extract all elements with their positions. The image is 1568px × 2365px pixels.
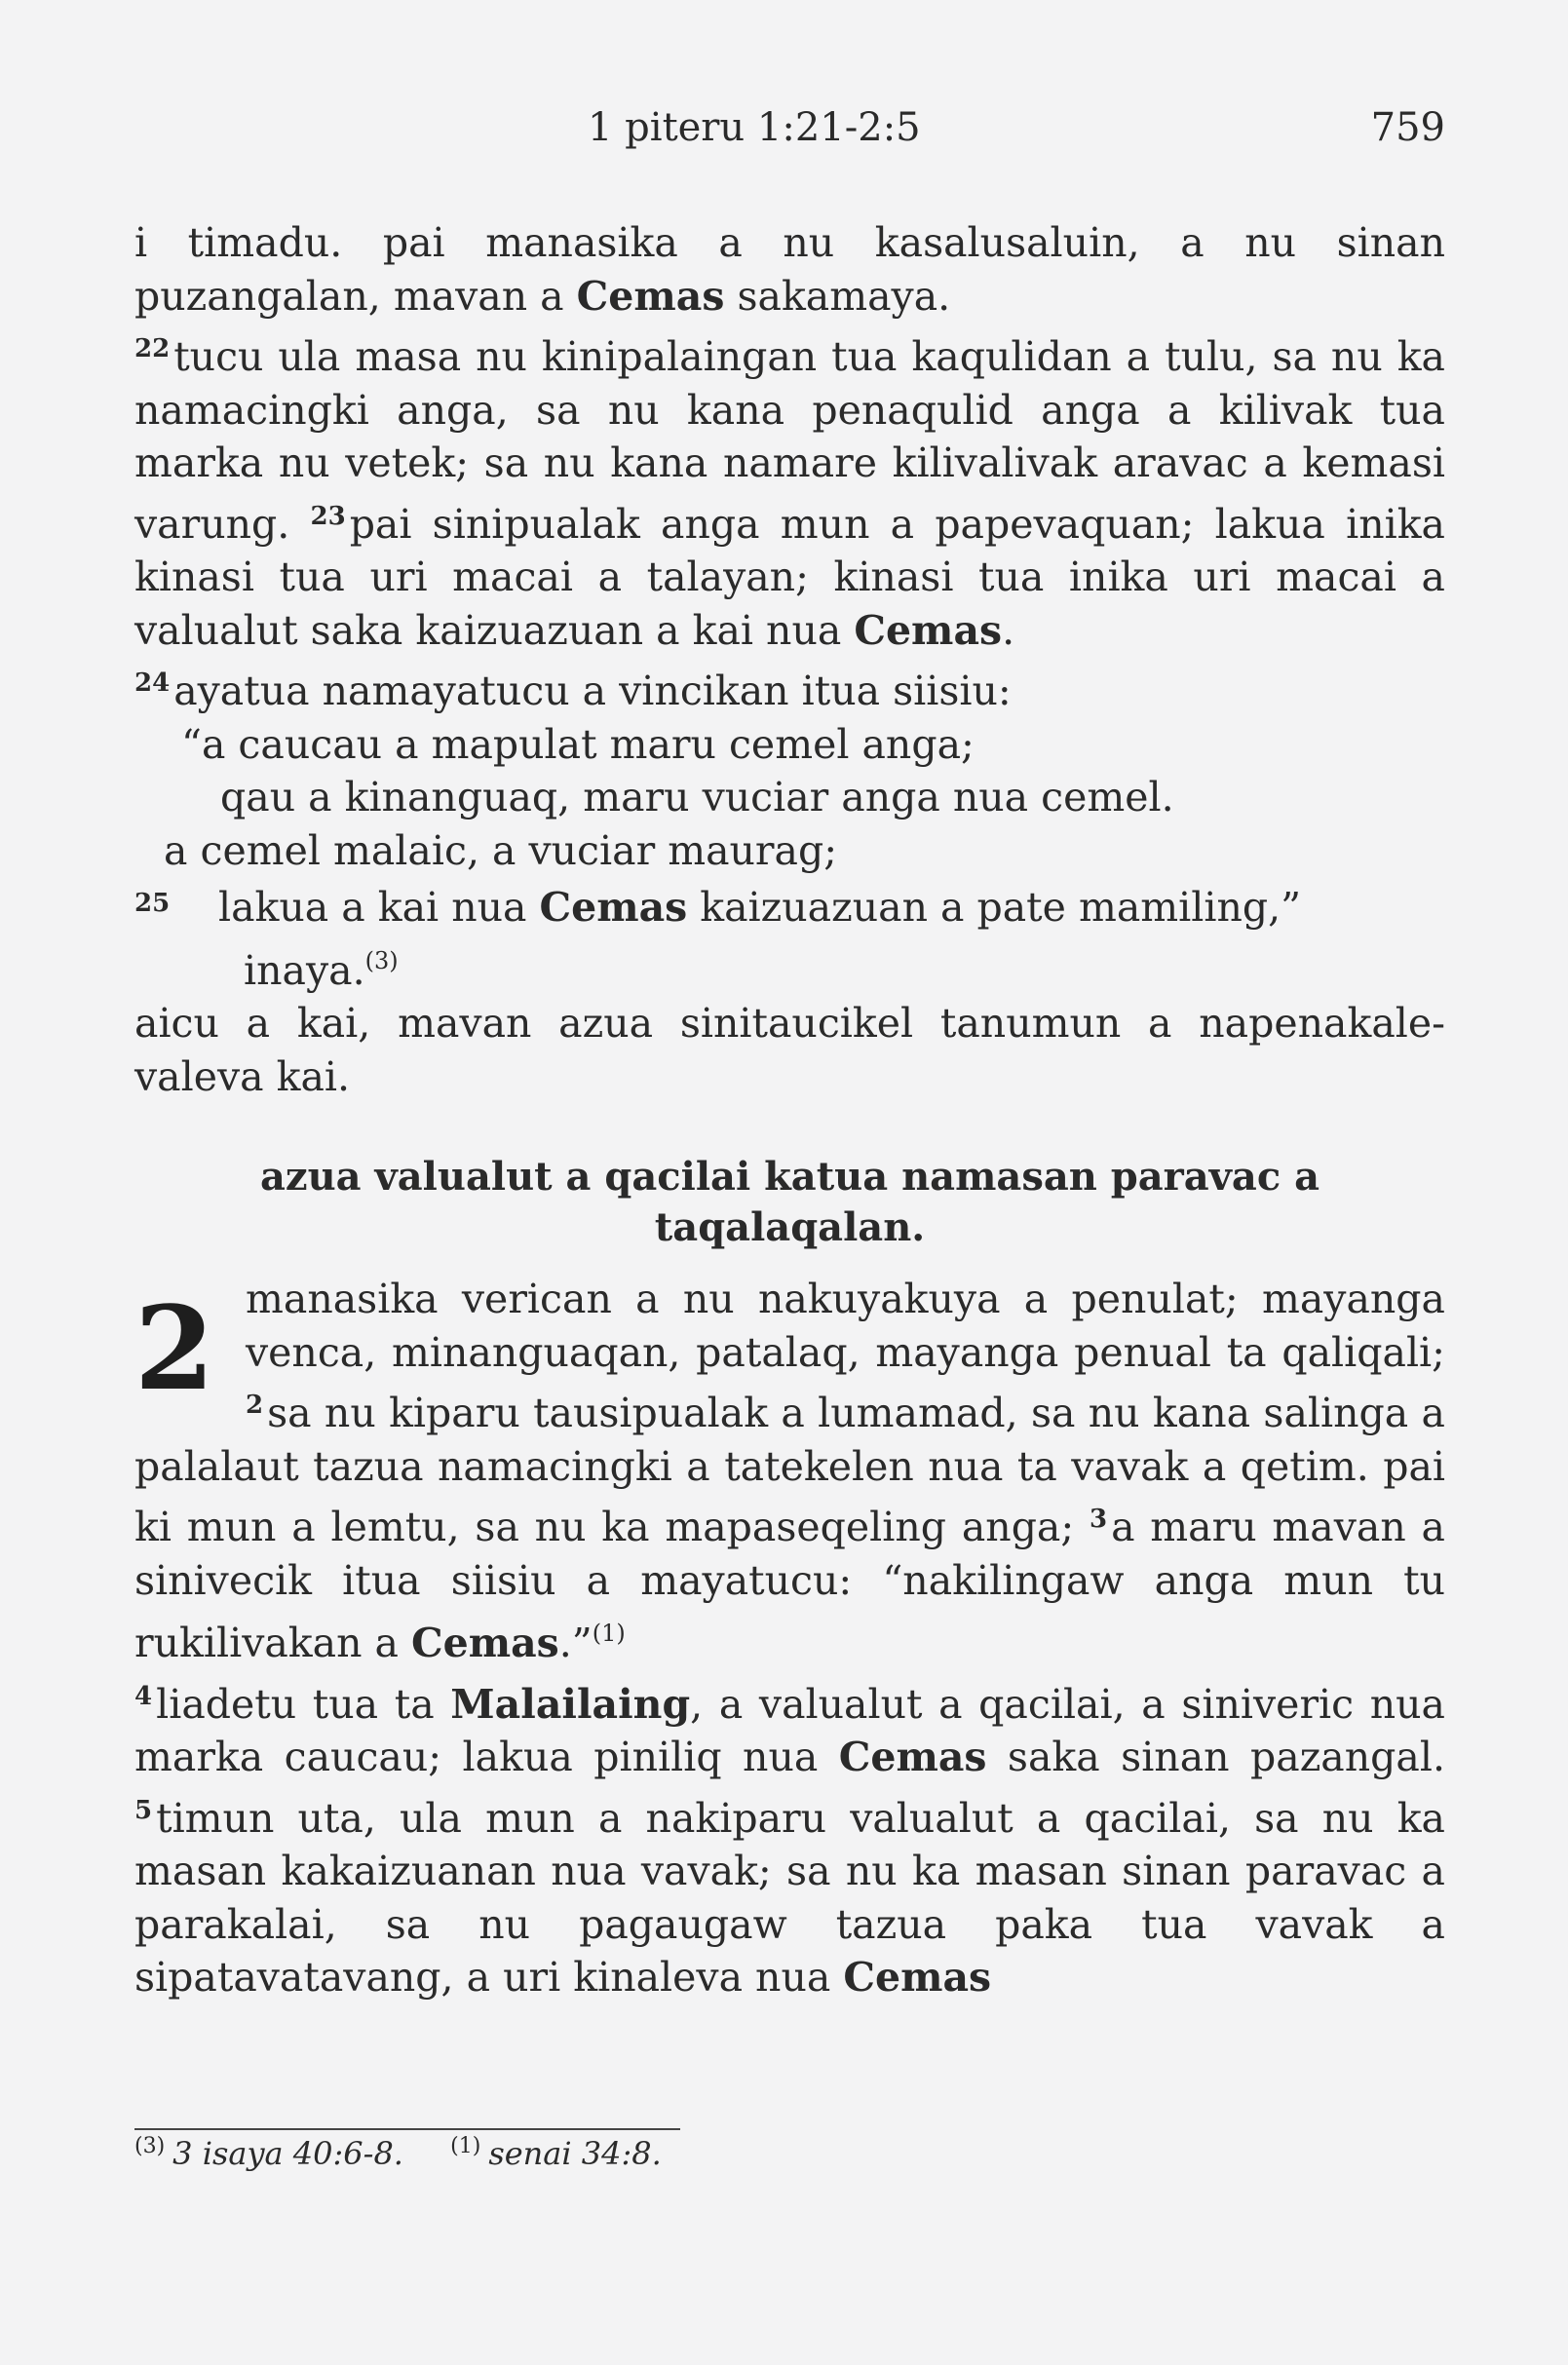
verse-number: 24	[134, 668, 171, 698]
footnote-marker: (3)	[364, 946, 399, 974]
footnote-divider	[134, 2128, 680, 2130]
footnotes	[134, 2134, 1012, 2172]
paragraph: i timadu. pai manasika a nu kasalusaluin, a nu sinan puzangalan, mavan a Cemas sakamaya.	[134, 219, 1445, 320]
verse-number: 3	[1089, 1505, 1108, 1534]
chapter-paragraph: 2 manasika verican a nu nakuyakuya a penulat; mayanga venca, minanguaqan, patalaq, mayanga penual ta qaliqali; $^2$sa nu kiparu tausipualak a lumamad, sa nu kana salinga a palalaut tazua namacingki a tatekelen nua ta vavak a qetim. pai ki mun a lemtu, sa nu ka mapaseqeling anga; $^3$a maru mavan a sinivecik itua siisiu a mayatucu: “nakilingaw anga mun tu rukilivakan a Cemas.”$^{(1)}$	[134, 1276, 1445, 1666]
body-text	[134, 216, 1445, 2004]
poem-line: a cemel malaic, a vuciar maurag;	[164, 826, 838, 874]
paragraph: $^{22}$tucu ula masa nu kinipalaingan tua kaqulidan a tulu, sa nu ka namacingki anga, sa nu kana penaqulid anga a kilivak tua marka nu vetek; sa nu kana namare kilivalivak aravac a kemasi varung. $^{23}$pai sinipualak anga mun a papevaquan; lakua inika kinasi tua uri macai a talayan; kinasi tua inika uri macai a valualut saka kaizuazuan a kai nua Cemas. $^{24}$ayatua namayatucu a vincikan itua siisiu:	[134, 333, 1445, 714]
paragraph: $^4$liadetu tua ta Malailaing, a valualut a qacilai, a siniveric nua marka caucau; lakua piniliq nua Cemas saka sinan pazangal. $^5$timun uta, ula mun a nakiparu valualut a qacilai, sa nu ka masan kakaizuanan nua vavak; sa nu ka masan sinan paravac a parakalai, sa nu pagaugaw tazua paka tua vavak a sipatavatavang, a uri kinaleva nua Cemas	[134, 1680, 1446, 2001]
section-heading: azua valualut a qacilai katua namasan paravac a taqalaqalan.	[259, 1154, 1320, 1250]
poem-line: inaya.$^{(3)}$	[244, 946, 399, 994]
verse-number: 25	[134, 889, 171, 918]
footnote: $^{(1)}$ senai 34:8.	[450, 2134, 662, 2172]
verse-number: 4	[134, 1681, 153, 1711]
verse-number: 22	[134, 334, 171, 363]
chapter-number: 2	[134, 1280, 215, 1416]
poem-line: “a caucau a mapulat maru cemel anga;	[181, 720, 975, 768]
verse-number: 2	[246, 1391, 264, 1420]
page-title: 1 piteru 1:21-2:5	[588, 105, 921, 150]
verse-number: 23	[310, 501, 346, 531]
footnote: $^{(3)}$ 3 isaya 40:6-8.	[134, 2134, 403, 2172]
verse-number: 5	[134, 1795, 153, 1825]
page-number: 759	[1370, 105, 1445, 150]
poem-line: 25 lakua a kai nua Cemas kaizuazuan a pate mamiling,”	[134, 877, 1445, 935]
paragraph: aicu a kai, mavan azua sinitaucikel tanumun a napenakale-valeva kai.	[134, 1000, 1445, 1100]
poetry-quote	[134, 718, 1445, 998]
running-header	[134, 105, 1445, 164]
poem-line: qau a kinanguaq, maru vuciar anga nua cemel.	[220, 774, 1174, 820]
footnote-marker: (1)	[592, 1620, 626, 1647]
